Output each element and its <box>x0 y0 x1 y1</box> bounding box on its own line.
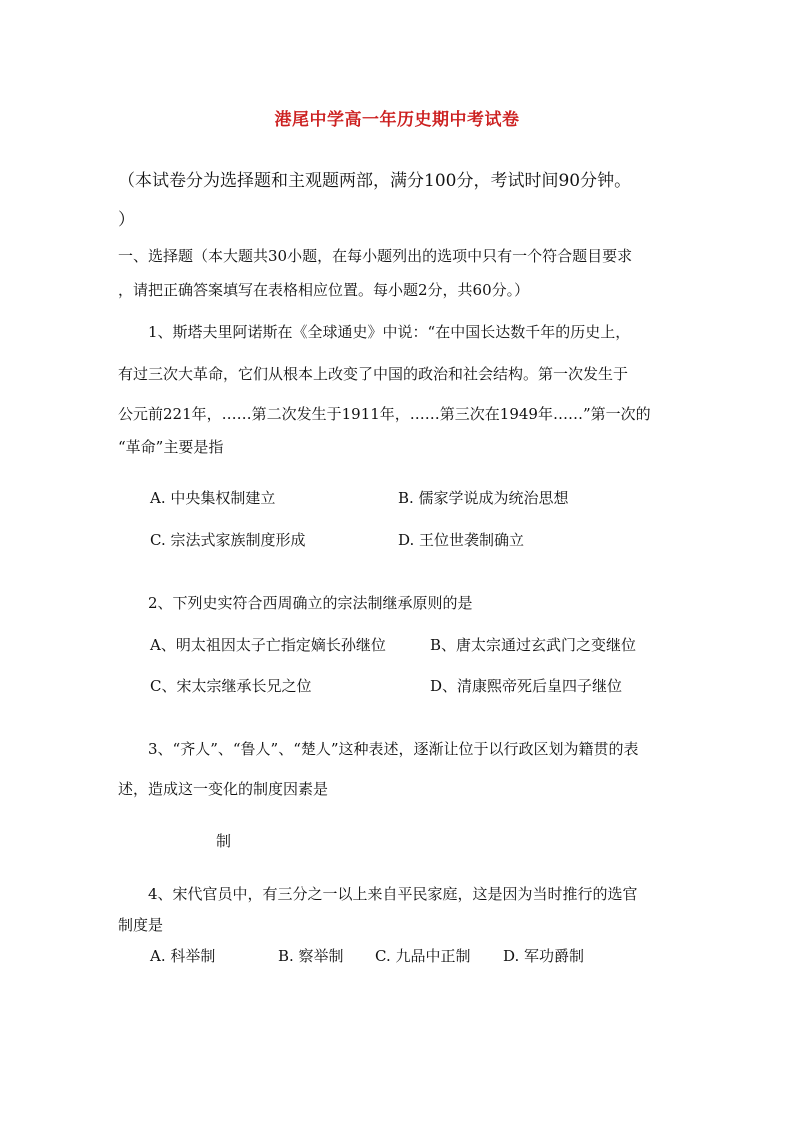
section-heading-line-2: ，请把正确答案填写在表格相应位置。每小题2分，共60分。） <box>118 281 530 299</box>
q1-line-1: 1、斯塔夫里阿诺斯在《全球通史》中说：“在中国长达数千年的历史上， <box>148 323 631 341</box>
section-heading-line-1: 一、选择题（本大题共30小题，在每小题列出的选项中只有一个符合题目要求 <box>118 247 633 265</box>
q2-option-a: A、明太祖因太子亡指定嫡长孙继位 <box>150 636 386 654</box>
q1-option-c: C. 宗法式家族制度形成 <box>150 531 306 549</box>
q1-option-a: A. 中央集权制建立 <box>150 489 276 507</box>
q4-option-a: A. 科举制 <box>150 947 216 965</box>
q4-line-1: 4、宋代官员中，有三分之一以上来自平民家庭，这是因为当时推行的选官 <box>148 885 638 903</box>
intro-line-1: （本试卷分为选择题和主观题两部，满分100分，考试时间90分钟。 <box>118 171 632 191</box>
q4-option-c: C. 九品中正制 <box>375 947 471 965</box>
q2-line-1: 2、下列史实符合西周确立的宗法制继承原则的是 <box>148 594 473 612</box>
q4-line-2: 制度是 <box>118 916 164 934</box>
q3-line-1: 3、“齐人”、“鲁人”、“楚人”这种表述，逐渐让位于以行政区划为籍贯的表 <box>148 740 639 758</box>
intro-line-2: ） <box>118 210 135 230</box>
q4-option-b: B. 察举制 <box>278 947 344 965</box>
q1-line-4: “革命”主要是指 <box>118 438 224 456</box>
q1-option-b: B. 儒家学说成为统治思想 <box>398 489 569 507</box>
q3-line-3: 制 <box>216 832 232 850</box>
q1-line-2: 有过三次大革命，它们从根本上改变了中国的政治和社会结构。第一次发生于 <box>118 365 629 383</box>
q4-option-d: D. 军功爵制 <box>503 947 585 965</box>
q1-line-3: 公元前221年，……第二次发生于1911年，……第三次在1949年……”第一次的 <box>118 405 651 423</box>
q1-option-d: D. 王位世袭制确立 <box>398 531 525 549</box>
q2-option-c: C、宋太宗继承长兄之位 <box>150 677 312 695</box>
q2-option-d: D、清康熙帝死后皇四子继位 <box>430 677 623 695</box>
exam-title: 港尾中学高一年历史期中考试卷 <box>274 110 520 130</box>
q3-line-2: 述，造成这一变化的制度因素是 <box>118 780 329 798</box>
q2-option-b: B、唐太宗通过玄武门之变继位 <box>430 636 637 654</box>
